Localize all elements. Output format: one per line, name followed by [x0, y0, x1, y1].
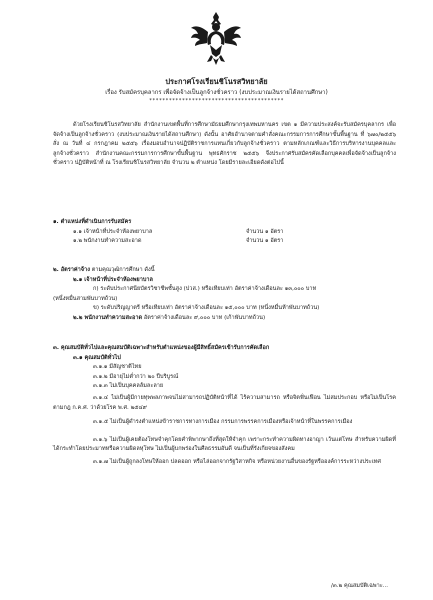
position-label: ๑.๒ พนักงานทำความสะอาด	[73, 238, 142, 245]
section-heading: ๒. อัตราค่าจ้าง	[53, 267, 90, 273]
continuation-note: /๓.๒ คุณสมบัติเฉพาะ...	[331, 583, 389, 589]
wage-line: (หนึ่งหมื่นสามพันบาทถ้วน)	[53, 295, 118, 302]
qualification-item: ๓.๑.๕ ไม่เป็นผู้ดำรงตำแหน่งข้าราชการทางการเมือง กรรมการพรรคการเมืองหรือเจ้าหน้าที่ในพรรคการเมือง	[93, 419, 353, 426]
position-quantity: จำนวน ๑ อัตรา	[246, 238, 284, 245]
qualification-item: ๓.๑.๓ ไม่เป็นบุคคลล้มละลาย	[93, 383, 164, 390]
position-label: ๑.๑ เจ้าหน้าที่ประจำห้องพยาบาล	[73, 228, 153, 235]
qualification-item: ๓.๑.๑ มีสัญชาติไทย	[93, 364, 142, 371]
wage-line	[53, 314, 396, 324]
section-positions	[53, 218, 396, 247]
section-heading-rest: ตามคุณวุฒิการศึกษา ดังนี้	[89, 267, 155, 273]
position-quantity: จำนวน ๑ อัตรา	[246, 228, 284, 235]
section-wages	[53, 266, 396, 324]
wage-rest: อัตราค่าจ้างเดือนละ ๙,๐๐๐ บาท (เก้าพันบาทถ้วน)	[142, 314, 266, 321]
separator-line: *****************************************	[149, 99, 284, 104]
qualification-item: ๓.๑.๒ มีอายุไม่ต่ำกว่า ๒๐ ปีบริบูรณ์	[93, 373, 179, 380]
subsection-heading: ๒.๒ พนักงานทำความสะอาด	[73, 314, 143, 321]
wage-line: ข) ระดับปริญญาตรี หรือเทียบเท่า อัตราค่าจ้างเดือนละ ๑๕,๐๐๐ บาท (หนึ่งหมื่นห้าพันบาทถ้วน)	[93, 305, 320, 312]
subsection-heading: ๒.๑ เจ้าหน้าที่ประจำห้องพยาบาล	[73, 276, 153, 283]
position-item	[53, 228, 396, 238]
qualification-item: ๓.๑.๗ ไม่เป็นผู้ถูกลงโทษให้ออก ปลดออก หรือไล่ออกจากรัฐวิสาหกิจ หรือหน่วยงานอื่นของรัฐหรือองค์การระหว่างประเทศ	[93, 458, 381, 465]
section-heading-line	[53, 266, 396, 276]
document-title: ประกาศโรงเรียนชิโนรสวิทยาลัย	[165, 77, 268, 86]
section-heading: ๓. คุณสมบัติทั่วไปและคุณสมบัติเฉพาะสำหรับตำแหน่งของผู้มีสิทธิ์สมัครเข้ารับการคัดเลือก	[53, 345, 270, 351]
subsection-heading: ๓.๑ คุณสมบัติทั่วไป	[73, 354, 121, 361]
position-item	[53, 237, 396, 247]
qualification-item: ๓.๑.๔ ไม่เป็นผู้มีกายทุพพลภาพจนไม่สามารถปฏิบัติหน้าที่ได้ ไร้ความสามารถ หรือจิตฟั่นเฟือน ไม่สมประกอบ หรือไม่เป็นโรคตามกฎ ก.ค.ศ. ว่าด้วยโรค พ.ศ. ๒๕๔๙	[53, 394, 396, 411]
intro-paragraph: ด้วยโรงเรียนชิโนรสวิทยาลัย สำนักงานเขตพื้นที่การศึกษามัธยมศึกษากรุงเทพมหานคร เขต ๑ มีความประสงค์จะรับสมัครบุคลากร เพื่อจัดจ้างเป็นลูกจ้างชั่วคราว (งบประมาณเงินรายได้สถานศึกษา) ดังนั้น อาศัยอำนาจตามคำสั่งคณะกรรมการการศึกษาขั้นพื้นฐาน ที่ ๖๗๐/๒๕๕๖ สั่ง ณ วันที่ ๔ กรกฎาคม ๒๕๕๖ เรื่องมอบอำนาจปฏิบัติราชการแทนเกี่ยวกับลูกจ้างชั่วคราว ตามหลักเกณฑ์และวิธีการบริหารงานบุคคลและลูกจ้างชั่วคราว สำนักงานคณะกรรมการการศึกษาขั้นพื้นฐาน พุทธศักราช ๒๕๕๖ จึงประกาศรับสมัครคัดเลือกบุคคลเพื่อจัดจ้างเป็นลูกจ้างชั่วคราว ปฏิบัติหน้าที่ ณ โรงเรียนชิโนรสวิทยาลัย จำนวน ๒ ตำแหน่ง โดยมีรายละเอียดดังต่อไปนี้	[53, 122, 396, 167]
wage-line: ก) ระดับประกาศนียบัตรวิชาชีพชั้นสูง (ปวส.) หรือเทียบเท่า อัตราค่าจ้างเดือนละ ๑๓,๐๐๐ บาท	[93, 286, 317, 293]
document-subject: เรื่อง รับสมัครบุคลากร เพื่อจัดจ้างเป็นลูกจ้างชั่วคราว (งบประมาณเงินรายได้สถานศึกษา)	[105, 90, 328, 96]
qualification-item: ๓.๑.๖ ไม่เป็นผู้เคยต้องโทษจำคุกโดยคำพิพากษาถึงที่สุดให้จำคุก เพราะกระทำความผิดทางอาญา เว้นแต่โทษ สำหรับความผิดที่ได้กระทำโดยประมาทหรือความผิดลหุโทษ ไม่เป็นผู้บกพร่องในศีลธรรมอันดี จนเป็นที่รังเกียจของสังคม	[53, 436, 396, 453]
garuda-emblem-icon	[189, 10, 243, 66]
section-qualifications	[53, 344, 396, 468]
section-heading: ๑. ตำแหน่งที่ดำเนินการรับสมัคร	[53, 219, 132, 225]
